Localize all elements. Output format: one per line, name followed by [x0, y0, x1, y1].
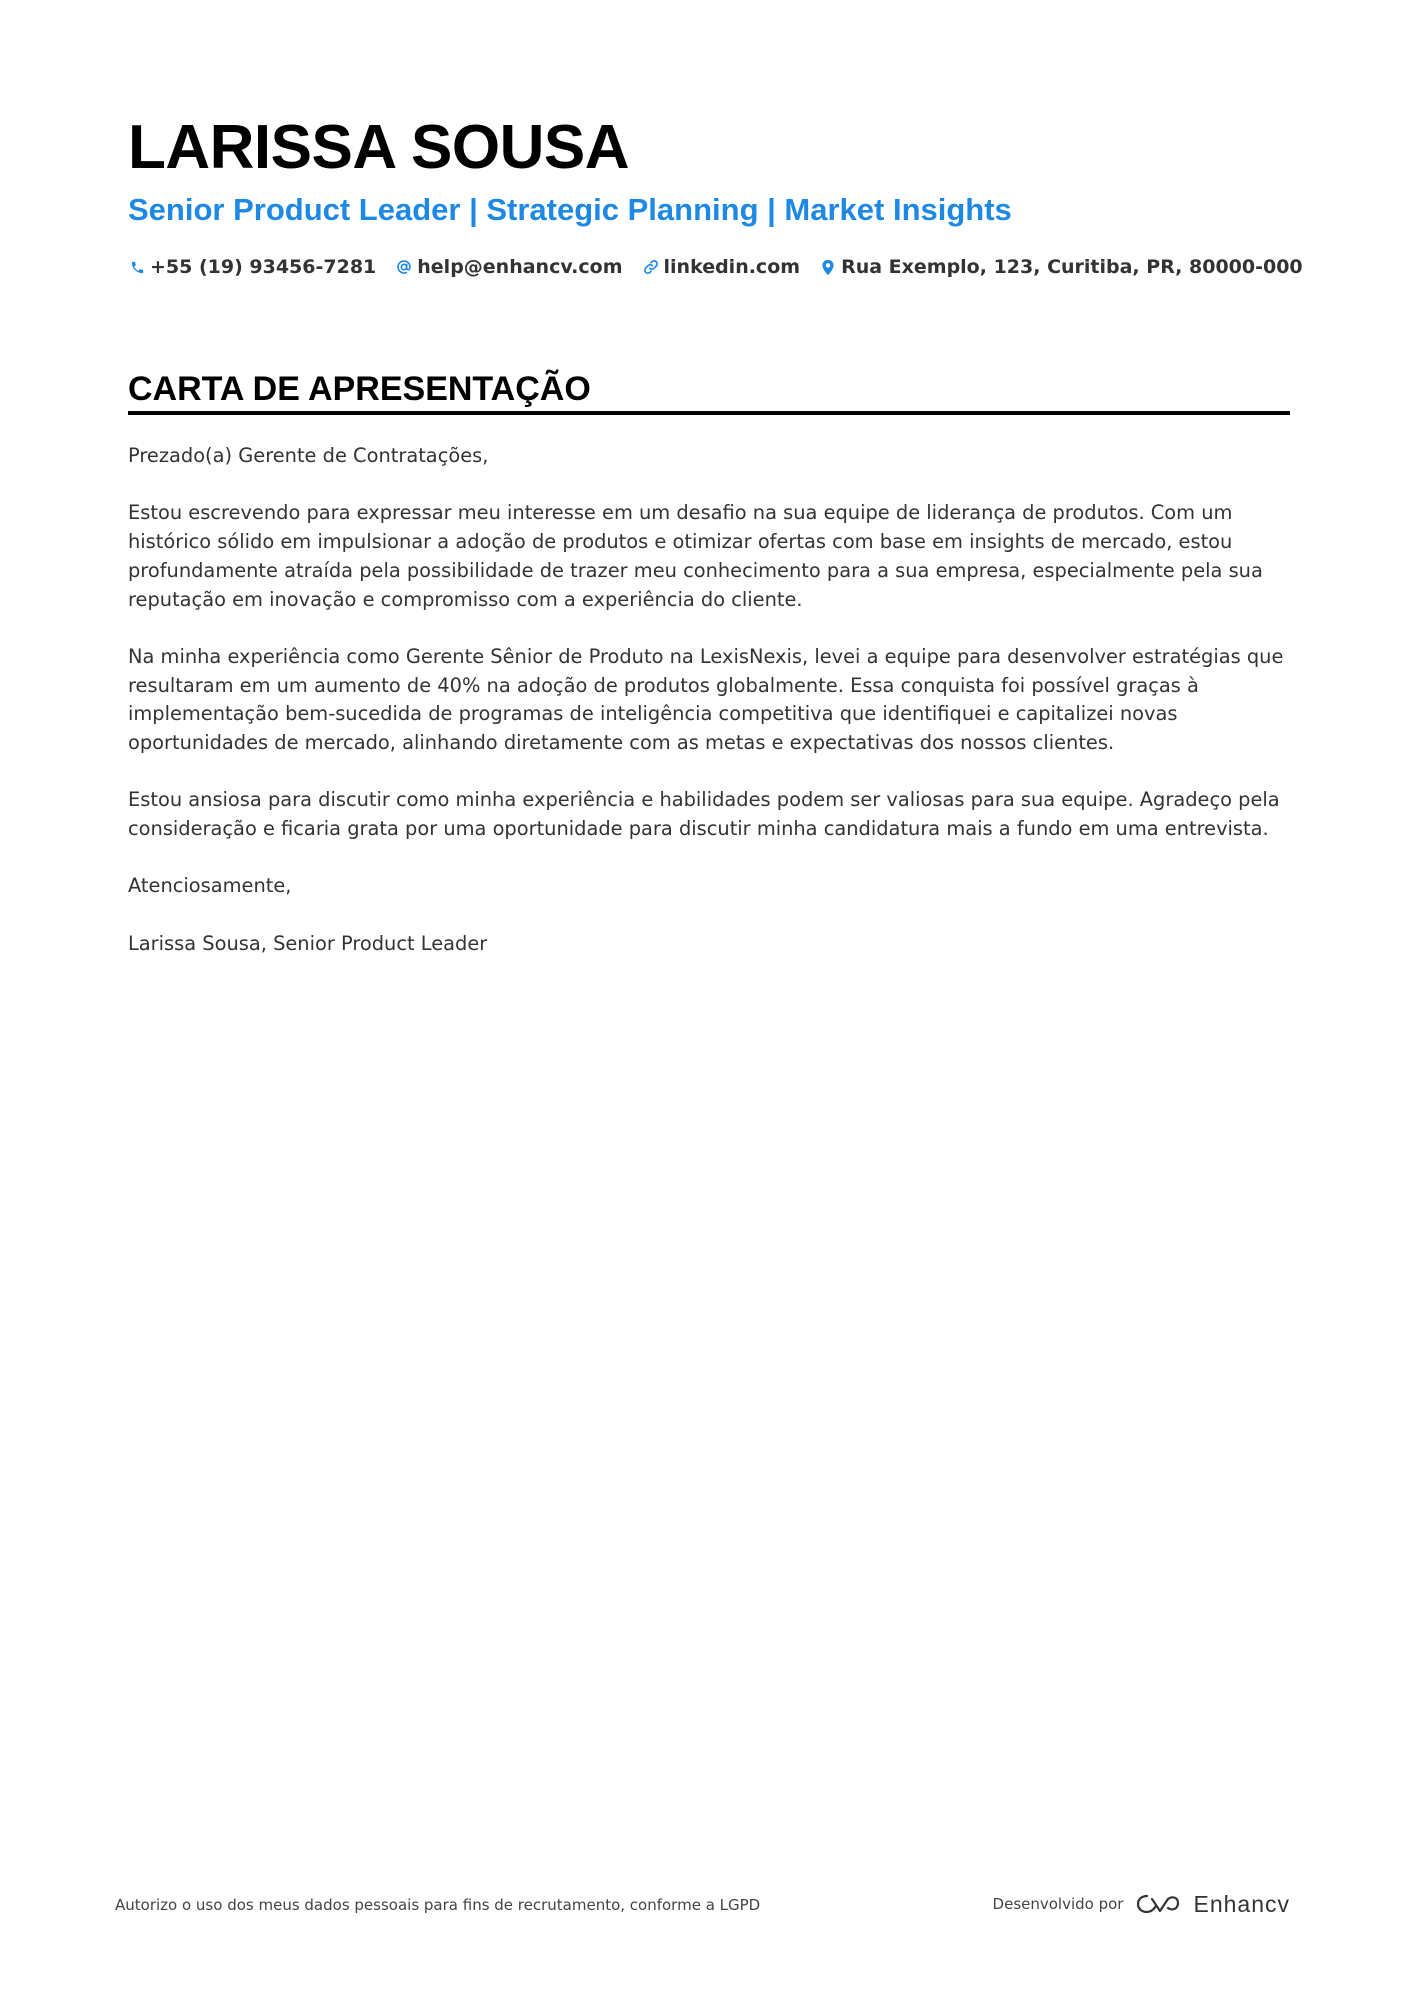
brand-name: Enhancv — [1193, 1891, 1290, 1917]
letter-paragraph: Na minha experiência como Gerente Sênior de Produto na LexisNexis, levei a equipe para desenvolver estratégias que resultaram em um aumento de 40% na adoção de produtos globalmente. Essa conquista foi possível graças à implementação bem-sucedida de programas de inteligência competitiva que identifiquei e capitalizei novas oportunidades de mercado, alinhando diretamente com as metas e expectativas dos nossos clientes. — [128, 644, 1284, 754]
powered-by-label: Desenvolvido por — [992, 1895, 1124, 1913]
contact-linkedin-text[interactable]: linkedin.com — [663, 256, 801, 278]
contact-phone-text: +55 (19) 93456-7281 — [150, 256, 377, 278]
candidate-headline: Senior Product Leader | Strategic Planning | Market Insights — [128, 192, 1012, 227]
contact-email[interactable] — [395, 254, 622, 280]
letter-signature: Larissa Sousa, Senior Product Leader — [128, 931, 488, 955]
contact-email-text[interactable]: help@enhancv.com — [417, 256, 623, 278]
section-title: CARTA DE APRESENTAÇÃO — [128, 370, 591, 408]
letter-body — [128, 442, 1290, 987]
powered-by[interactable] — [993, 1890, 1290, 1918]
contact-address — [819, 254, 1303, 280]
enhancv-logo-icon — [1135, 1892, 1181, 1916]
location-pin-icon — [819, 258, 837, 276]
letter-paragraph: Estou escrevendo para expressar meu interesse em um desafio na sua equipe de liderança de produtos. Com um histórico sólido em impulsionar a adoção de produtos e otimizar ofertas com base em insights de mercado, estou profundamente atraída pela possibilidade de trazer meu conhecimento para a sua empresa, especialmente pela sua reputação em inovação e compromisso com a experiência do cliente. — [128, 501, 1263, 611]
section-divider — [128, 411, 1290, 415]
link-icon — [642, 258, 660, 276]
contact-phone — [128, 254, 376, 280]
phone-icon — [128, 258, 146, 276]
letter-salutation: Prezado(a) Gerente de Contratações, — [128, 444, 489, 467]
contact-address-text: Rua Exemplo, 123, Curitiba, PR, 80000-000 — [841, 256, 1303, 278]
contact-linkedin[interactable] — [642, 254, 801, 280]
candidate-name: LARISSA SOUSA — [128, 113, 630, 182]
footer-consent-note: Autorizo o uso dos meus dados pessoais para fins de recrutamento, conforme a LGPD — [115, 1896, 761, 1914]
letter-paragraph: Estou ansiosa para discutir como minha experiência e habilidades podem ser valiosas para sua equipe. Agradeço pela consideração e ficaria grata por uma oportunidade para discutir minha candidatura mais a fundo em uma entrevista. — [128, 788, 1280, 841]
at-icon — [395, 258, 413, 276]
contact-info — [128, 254, 1303, 280]
letter-closing: Atenciosamente, — [128, 874, 292, 898]
